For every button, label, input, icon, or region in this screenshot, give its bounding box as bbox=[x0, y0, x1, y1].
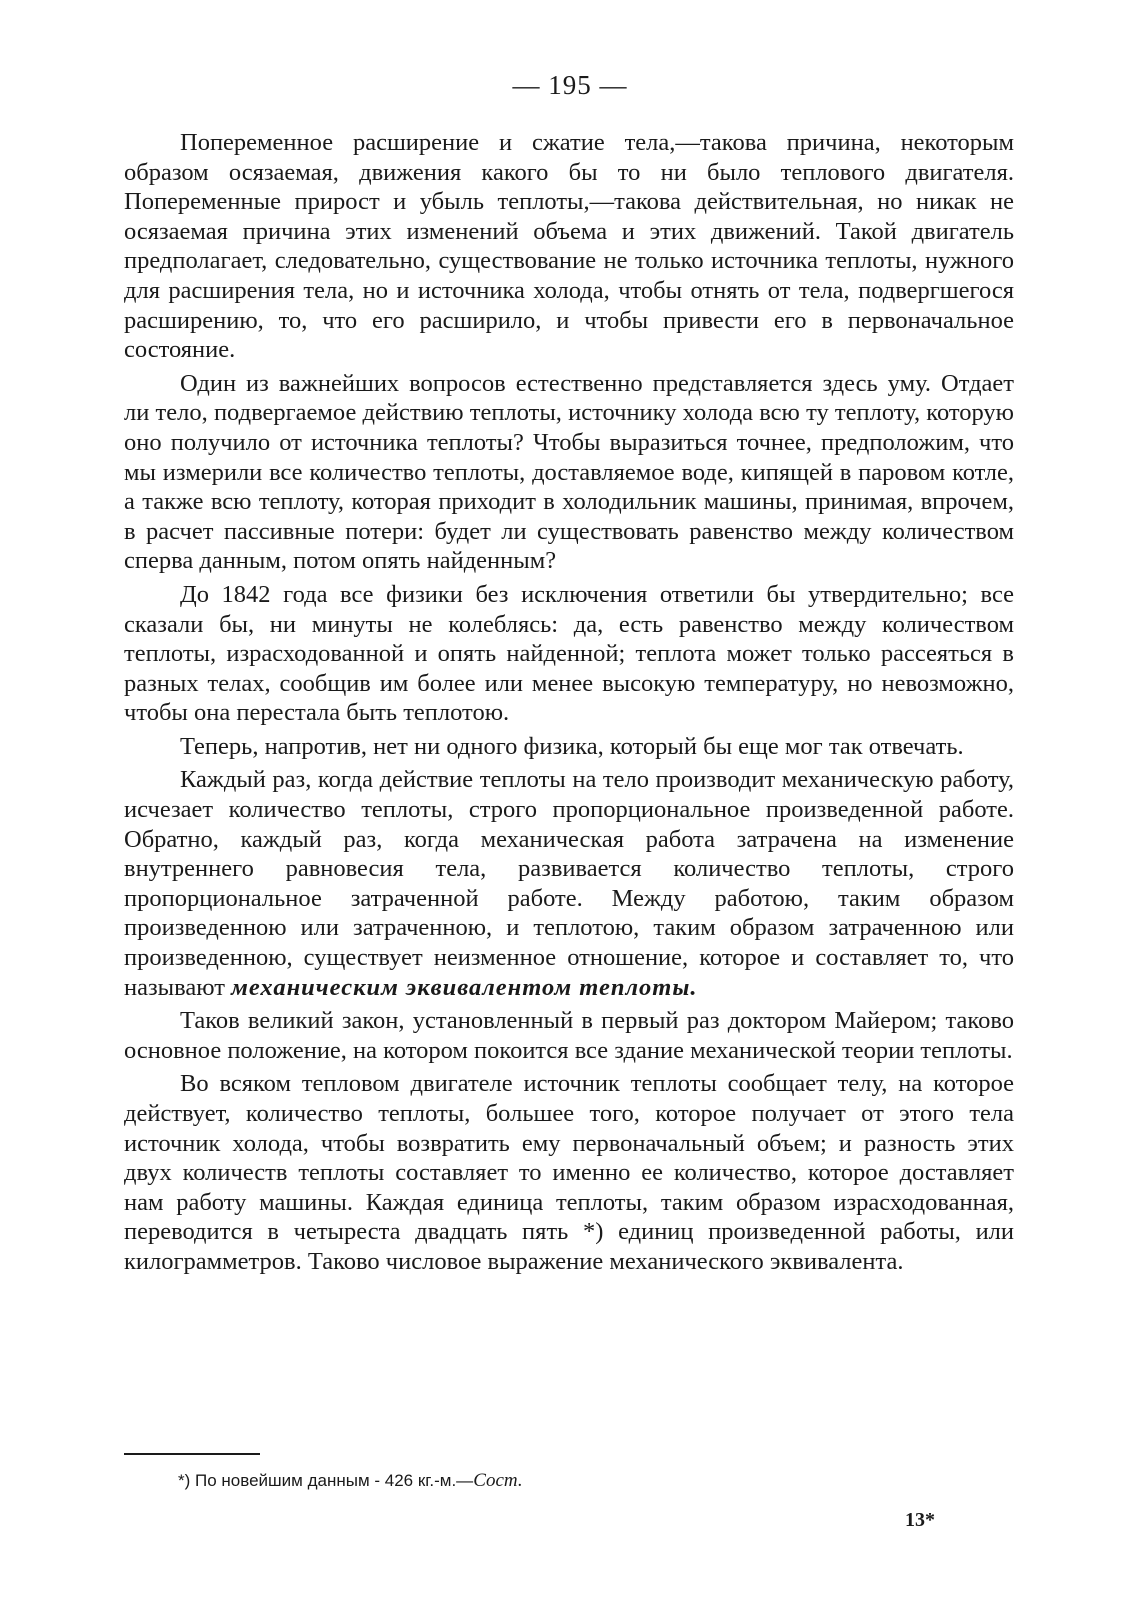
paragraph-7-text: Во всяком тепловом двигателе источник теплоты сообщает телу, на которое действует, количество теплоты, большее того, которое получает от этого тела источник холода, чтобы возвратить ему первоначальный объем; и разность этих двух количеств теплоты составляет то именно ее количество, которое доставляет нам работу машины. Каждая единица теплоты, таким образом израсходованная, переводится в четыреста двадцать пять bbox=[124, 1070, 1014, 1246]
paragraph-6: Таков великий закон, установленный в первый раз доктором Майером; таково основное положение, на котором покоится все здание механической теории теплоты. bbox=[124, 1007, 1014, 1064]
paragraph-4: Теперь, напротив, нет ни одного физика, который бы еще мог так отвечать. bbox=[180, 732, 964, 760]
footnote bbox=[178, 1470, 523, 1492]
paragraph-5 bbox=[124, 765, 1014, 1002]
signature-mark: 13* bbox=[905, 1509, 935, 1531]
mechanical-equivalent-term: механическим эквивалентом теплоты. bbox=[231, 973, 698, 1001]
paragraph-7 bbox=[124, 1069, 1014, 1276]
paragraph-2: Один из важнейших вопросов естественно представляется здесь уму. Отдает ли тело, подвергаемое действию теплоты, источнику холода всю ту теплоту, которую оно получило от источника теплоты? Чтобы выразиться точнее, предположим, что мы измерили все количество теплоты, доставляемое воде, кипящей в паровом котле, а также всю теплоту, которая приходит в холодильник машины, принимая, впрочем, в расчет пассивные потери: будет ли существовать равенство между количеством сперва данным, потом опять найденным? bbox=[124, 369, 1014, 575]
paragraph-7-continuation: единиц произведенной работы, или килограмметров. Таково числовое выражение механического эквивалента. bbox=[124, 1218, 1015, 1275]
page-number: — 195 — bbox=[512, 70, 628, 100]
body-text bbox=[124, 128, 1014, 1277]
footnote-author: Сост. bbox=[473, 1470, 523, 1491]
footnote-reference: *) bbox=[582, 1218, 604, 1246]
paragraph-3: До 1842 года все физики без исключения ответили бы утвердительно; все сказали бы, ни минуты не колеблясь: да, есть равенство между количеством теплоты, израсходованной и опять найденной; теплота может только рассеяться в разных телах, сообщив им более или менее высокую температуру, но невозможно, чтобы она перестала быть теплотою. bbox=[124, 580, 1014, 727]
footnote-divider bbox=[124, 1453, 260, 1455]
paragraph-1: Попеременное расширение и сжатие тела,—такова причина, некоторым образом осязаемая, движения какого бы то ни было теплового двигателя. Попеременные прирост и убыль теплоты,—такова действительная, но никак не осязаемая причина этих изменений объема и этих движений. Такой двигатель предполагает, следовательно, существование не только источника теплоты, нужного для расширения тела, но и источника холода, чтобы отнять от тела, подвергшегося расширению, то, что его расширило, и чтобы привести его в первоначальное состояние. bbox=[124, 129, 1014, 364]
paragraph-5-text: Каждый раз, когда действие теплоты на тело производит механическую работу, исчезает количество теплоты, строго пропорциональное произведенной работе. Обратно, каждый раз, когда механическая работа затрачена на изменение внутреннего равновесия тела, развивается количество теплоты, строго пропорциональное затраченной работе. Между работою, таким образом произведенною или затраченною, и теплотою, таким образом затраченною или произведенною, существует неизменное отношение, которое и составляет то, что называют bbox=[124, 766, 1014, 1001]
footnote-text: *) По новейшим данным - 426 кг.-м.— bbox=[178, 1471, 474, 1490]
